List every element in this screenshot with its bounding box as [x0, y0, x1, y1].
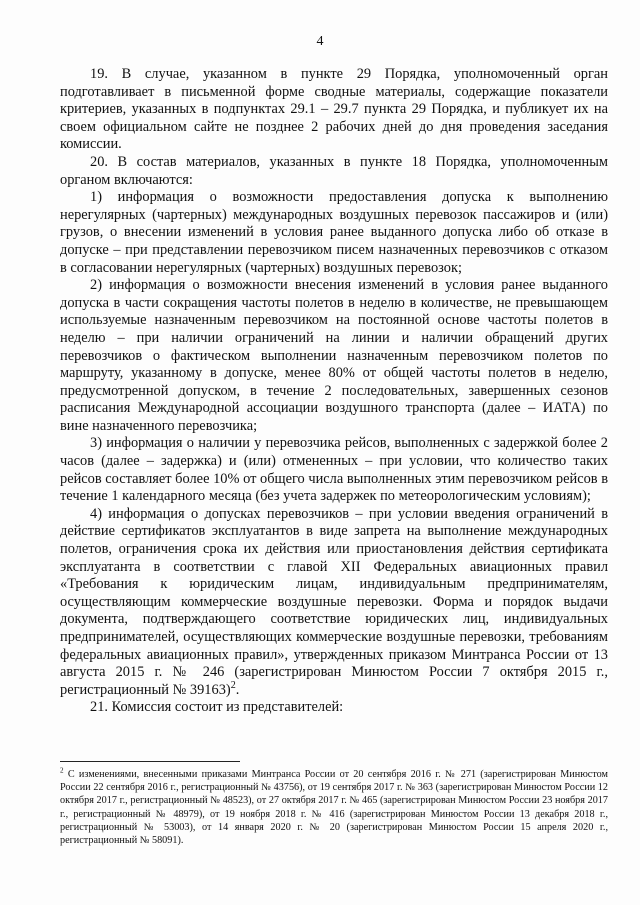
subparagraph-2: 2) информация о возможности внесения изменений в условия ранее выданного допуска в части сокращения частоты полетов в неделю в количестве, не превышающем используемые назначенным перевозчиком на постоянной основе частоты полетов в неделю – при наличии ограничений на линии и наличии обращений других перевозчиков о фактическом выполнении назначенным перевозчиком полетов по маршруту, указанному в допуске, менее 80% от общей частоты полетов в неделю, предусмотренной допуском, в течение 2 последовательных, завершенных сезонов расписания Международной ассоциации воздушного транспорта (далее – ИАТА) по вине назначенного перевозчика; [60, 277, 608, 434]
subparagraph-4-text: 4) информация о допусках перевозчиков – при условии введения ограничений в действие сертификатов эксплуатантов в виде запрета на выполнение международных полетов, ограничения срока их действия или приостановления действия сертификата эксплуатанта в соответствии с главой XII Федеральных авиационных правил «Требования к юридическим лицам, индивидуальным предпринимателям, осуществляющим коммерческие воздушные перевозки. Форма и порядок выдачи документа, подтверждающего соответствие юридических лиц, индивидуальных предпринимателей, осуществляющих коммерческие воздушные перевозки, требованиям федеральных авиационных правил», утвержденных приказом Минтранса России от 13 августа 2015 г. № 246 (зарегистрирован Минюстом России 7 октября 2015 г., регистрационный № 39163) [60, 505, 608, 698]
footnote-reference: 2 [230, 679, 236, 691]
paragraph-21: 21. Комиссия состоит из представителей: [90, 699, 344, 716]
footnote [60, 768, 608, 847]
page-number: 4 [316, 34, 324, 49]
paragraph-20: 20. В состав материалов, указанных в пункте 18 Порядка, уполномоченным органом включаются: [60, 153, 608, 188]
footnote-text: С изменениями, внесенными приказами Минтранса России от 20 сентября 2016 г. № 271 (зарегистрирован Минюстом России 22 сентября 2016 г., регистрационный № 43756), от 19 сентября 2017 г. № 363 (зарегистрирован Минюстом России 12 октября 2017 г., регистрационный № 48523), от 27 октября 2017 г. № 465 (зарегистрирован Минюстом России 23 ноября 2017 г., регистрационный № 48979), от 19 ноября 2018 г. № 416 (зарегистрирован Минюстом России 13 декабря 2018 г., регистрационный № 53003), от 14 января 2020 г. № 20 (зарегистрирован Минюстом России 15 апреля 2020 г., регистрационный № 58091). [60, 769, 608, 847]
paragraph-19: 19. В случае, указанном в пункте 29 Порядка, уполномоченный орган подготавливает в письменной форме сводные материалы, содержащие показатели критериев, указанных в подпунктах 29.1 – 29.7 пункта 29 Порядка, и публикует их на своем официальном сайте не позднее 2 рабочих дней до дня проведения заседания комиссии. [60, 66, 608, 153]
subparagraph-4-end: . [235, 681, 240, 698]
document-body [60, 66, 608, 717]
subparagraph-3: 3) информация о наличии у перевозчика рейсов, выполненных с задержкой более 2 часов (далее – задержка) и (или) отмененных – при условии, что количество таких рейсов составляет более 10% от общего числа выполненных этим перевозчиком рейсов в течение 1 календарного месяца (без учета задержек по метеорологическим условиям); [60, 435, 608, 505]
subparagraph-1: 1) информация о возможности предоставления допуска к выполнению нерегулярных (чартерных) международных воздушных перевозок пассажиров и (или) грузов, о внесении изменений в условия ранее выданного допуска либо об отказе в допуске – при представлении перевозчиком писем назначенных перевозчиков с отказом в согласовании нерегулярных (чартерных) воздушных перевозок; [60, 189, 608, 276]
footnote-separator [60, 761, 240, 762]
subparagraph-4 [60, 506, 608, 700]
footnote-mark: 2 [60, 766, 64, 775]
